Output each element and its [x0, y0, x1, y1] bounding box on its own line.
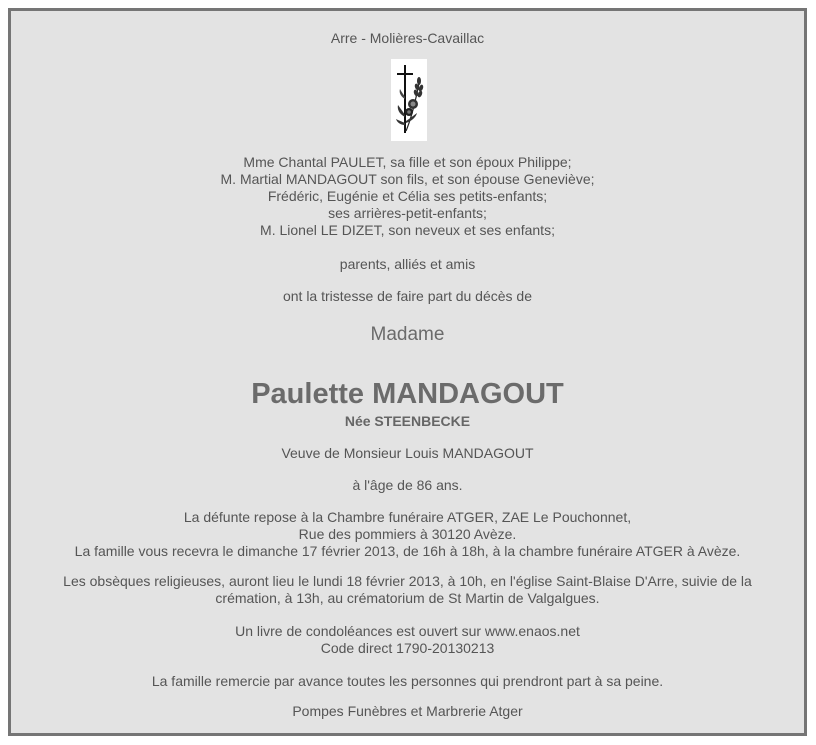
funeral-line: Les obsèques religieuses, auront lieu le lundi 18 février 2013, à 10h, en l'église Saint-Blaise D'Arre, suivie de la [63, 573, 752, 589]
honorific-title: Madame [370, 324, 445, 345]
rest-line: La famille vous recevra le dimanche 17 février 2013, de 16h à 18h, à la chambre funéraire ATGER à Avèze. [74, 543, 741, 559]
location-heading: Arre - Molières-Cavaillac [330, 30, 485, 46]
condolence-line: Un livre de condoléances est ouvert sur www.enaos.net [235, 623, 580, 639]
family-list [11, 154, 804, 239]
family-line: M. Lionel LE DIZET, son neveux et ses enfants; [260, 222, 555, 238]
obituary-notice [8, 8, 807, 736]
funeral-details [11, 573, 804, 607]
family-line: Mme Chantal PAULET, sa fille et son époux Philippe; [243, 154, 572, 170]
announcement-line: ont la tristesse de faire part du décès de [282, 288, 533, 304]
deceased-name: Paulette MANDAGOUT [251, 378, 564, 410]
relatives-line: parents, alliés et amis [339, 256, 476, 272]
widow-of-line: Veuve de Monsieur Louis MANDAGOUT [281, 445, 534, 461]
maiden-name: Née STEENBECKE [344, 413, 471, 429]
condolence-line: Code direct 1790-20130213 [320, 640, 495, 656]
age-line: à l'âge de 86 ans. [352, 477, 463, 493]
rest-line: La défunte repose à la Chambre funéraire ATGER, ZAE Le Pouchonnet, [183, 509, 632, 525]
thanks-line: La famille remercie par avance toutes les personnes qui prendront part à sa peine. [151, 673, 664, 689]
family-line: Frédéric, Eugénie et Célia ses petits-enfants; [267, 188, 548, 204]
funeral-line: crémation, à 13h, au crématorium de St Martin de Valgalgues. [215, 590, 600, 606]
rest-location [11, 509, 804, 560]
family-line: M. Martial MANDAGOUT son fils, et son épouse Geneviève; [220, 171, 595, 187]
condolence-info [11, 623, 804, 657]
cross-with-flowers-icon [391, 59, 427, 141]
rest-line: Rue des pommiers à 30120 Avèze. [298, 526, 517, 542]
undertaker-name: Pompes Funèbres et Marbrerie Atger [292, 703, 523, 719]
family-line: ses arrières-petit-enfants; [328, 205, 487, 221]
